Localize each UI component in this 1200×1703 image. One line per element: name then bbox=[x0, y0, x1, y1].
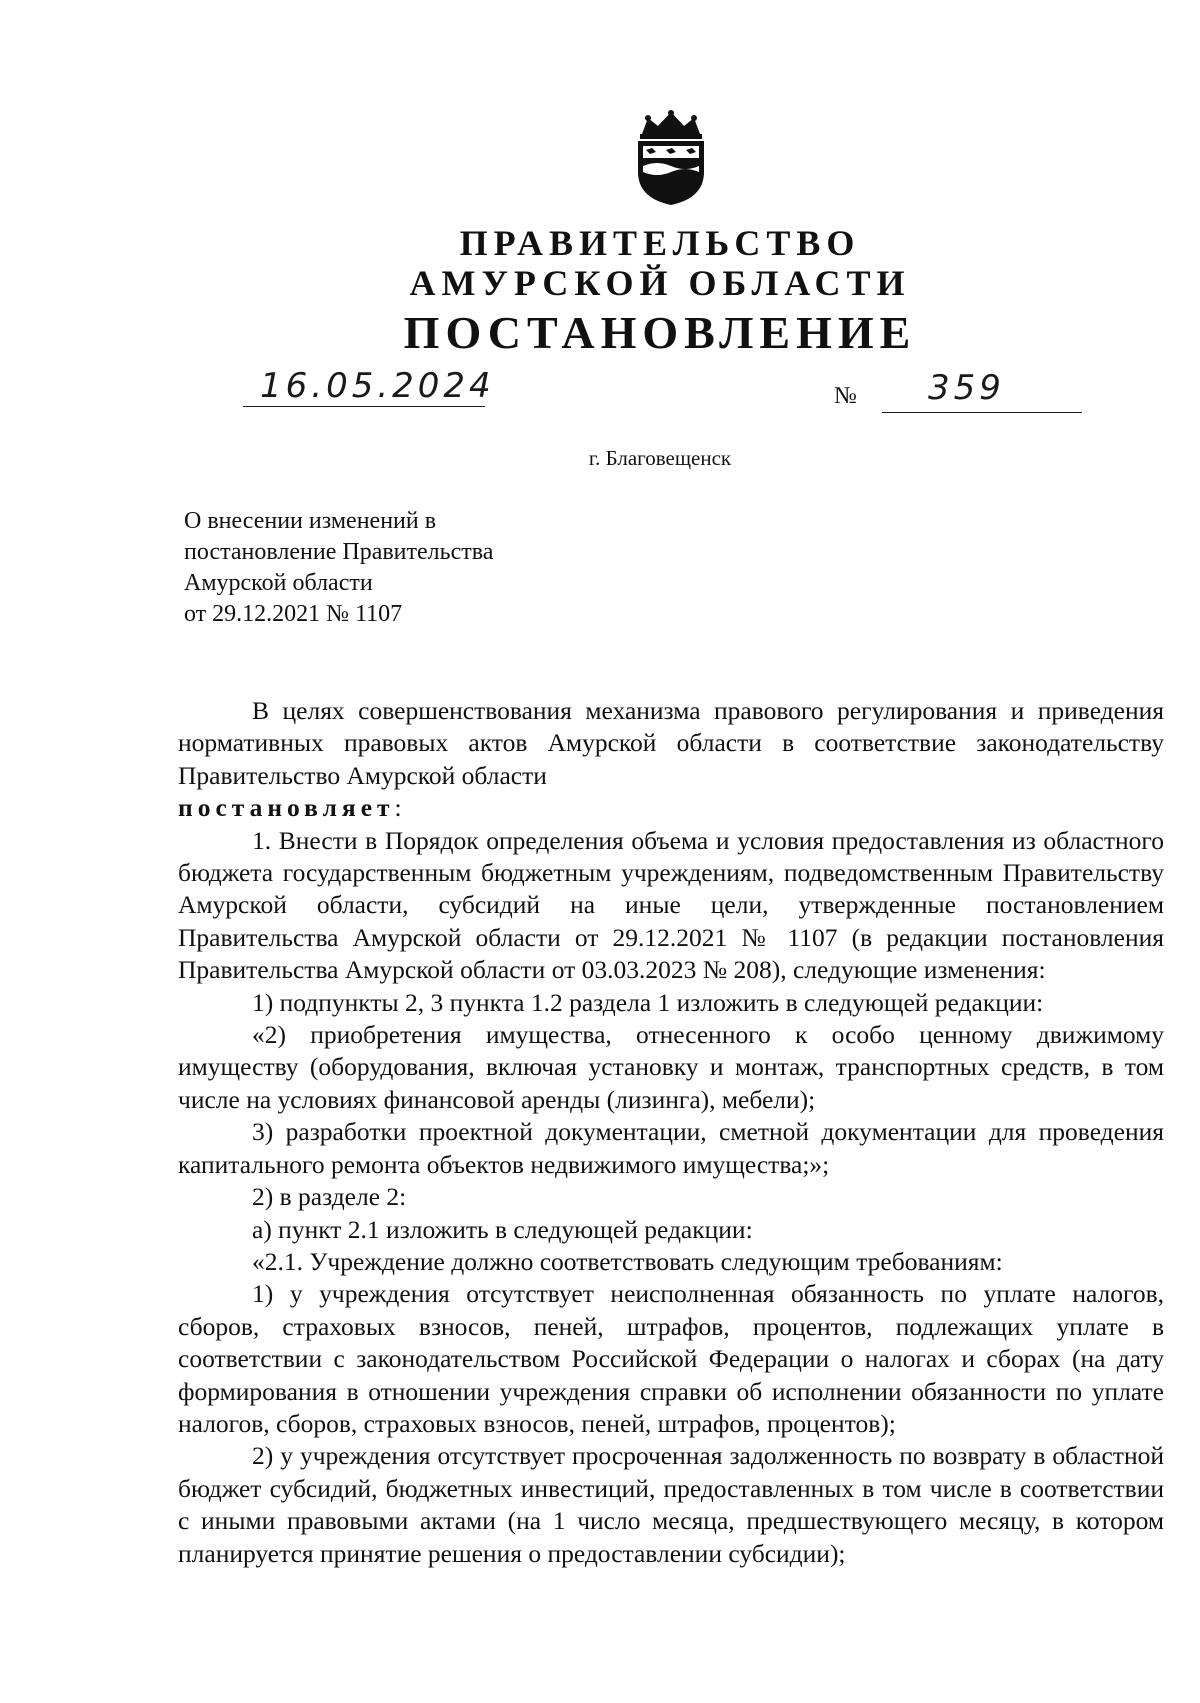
coat-of-arms-icon bbox=[630, 110, 712, 206]
intro-paragraph: В целях совершенствования механизма правового регулирования и приведения нормативных правовых актов Амурской области в соответствие законодательству Правительство Амурской области bbox=[178, 696, 1164, 790]
decree-word: постановляет bbox=[178, 793, 395, 823]
subject-line: Амурской области bbox=[184, 570, 373, 596]
subject-line: от 29.12.2021 № 1107 bbox=[184, 601, 403, 627]
decree-colon: : bbox=[394, 793, 402, 823]
number-underline bbox=[882, 412, 1082, 413]
subject-line: постановление Правительства bbox=[184, 539, 494, 565]
org-name-line1: ПРАВИТЕЛЬСТВО bbox=[459, 223, 861, 263]
handwritten-date: 16.05.2024 bbox=[260, 366, 495, 406]
paragraph-5: 2) в разделе 2: bbox=[252, 1182, 407, 1212]
document-body bbox=[178, 695, 1164, 1570]
number-sign: № bbox=[834, 383, 857, 409]
paragraph-7: «2.1. Учреждение должно соответствовать следующим требованиям: bbox=[252, 1246, 1003, 1276]
paragraph-4: 3) разработки проектной документации, сметной документации для проведения капитального ремонта объектов недвижимого имущества;»; bbox=[178, 1117, 1164, 1179]
org-name-line2: АМУРСКОЙ ОБЛАСТИ bbox=[409, 263, 911, 303]
subject-line: О внесении изменений в bbox=[184, 508, 437, 534]
decree-word-line bbox=[178, 792, 1164, 824]
paragraph-3: «2) приобретения имущества, отнесенного к особо ценному движимому имуществу (оборудования, включая установку и монтаж, транспортных средств, в том числе на условиях финансовой аренды (лизинга), мебели); bbox=[178, 1020, 1164, 1114]
subject-block bbox=[184, 506, 493, 630]
paragraph-1: 1. Внести в Порядок определения объема и условия предоставления из областного бюджета государственным бюджетным учреждениям, подведомственным Правительству Амурской области, субсидий на иные цели, утвержденные постановлением Правительства Амурской области от 29.12.2021 № 1107 (в редакции постановления Правительства Амурской области от 03.03.2023 № 208), следующие изменения: bbox=[178, 825, 1164, 985]
date-underline bbox=[243, 406, 485, 407]
document-type-title: ПОСТАНОВЛЕНИЕ bbox=[403, 307, 917, 358]
paragraph-6: а) пункт 2.1 изложить в следующей редакции: bbox=[252, 1214, 753, 1244]
handwritten-number: 359 bbox=[928, 368, 1005, 408]
city-line: г. Благовещенск bbox=[588, 446, 732, 470]
paragraph-8: 1) у учреждения отсутствует неисполненная обязанность по уплате налогов, сборов, страховых взносов, пеней, штрафов, процентов, подлежащих уплате в соответствии с законодательством Российской Федерации о налогах и сборах (на дату формирования в отношении учреждения справки об исполнении обязанности по уплате налогов, сборов, страховых взносов, пеней, штрафов, процентов); bbox=[178, 1279, 1164, 1438]
paragraph-9: 2) у учреждения отсутствует просроченная задолженность по возврату в областной бюджет субсидий, бюджетных инвестиций, предоставленных в том числе в соответствии с иными правовыми актами (на 1 число месяца, предшествующего месяцу, в котором планируется принятие решения о предоставлении субсидии); bbox=[178, 1441, 1164, 1568]
paragraph-2: 1) подпункты 2, 3 пункта 1.2 раздела 1 изложить в следующей редакции: bbox=[252, 987, 1044, 1017]
